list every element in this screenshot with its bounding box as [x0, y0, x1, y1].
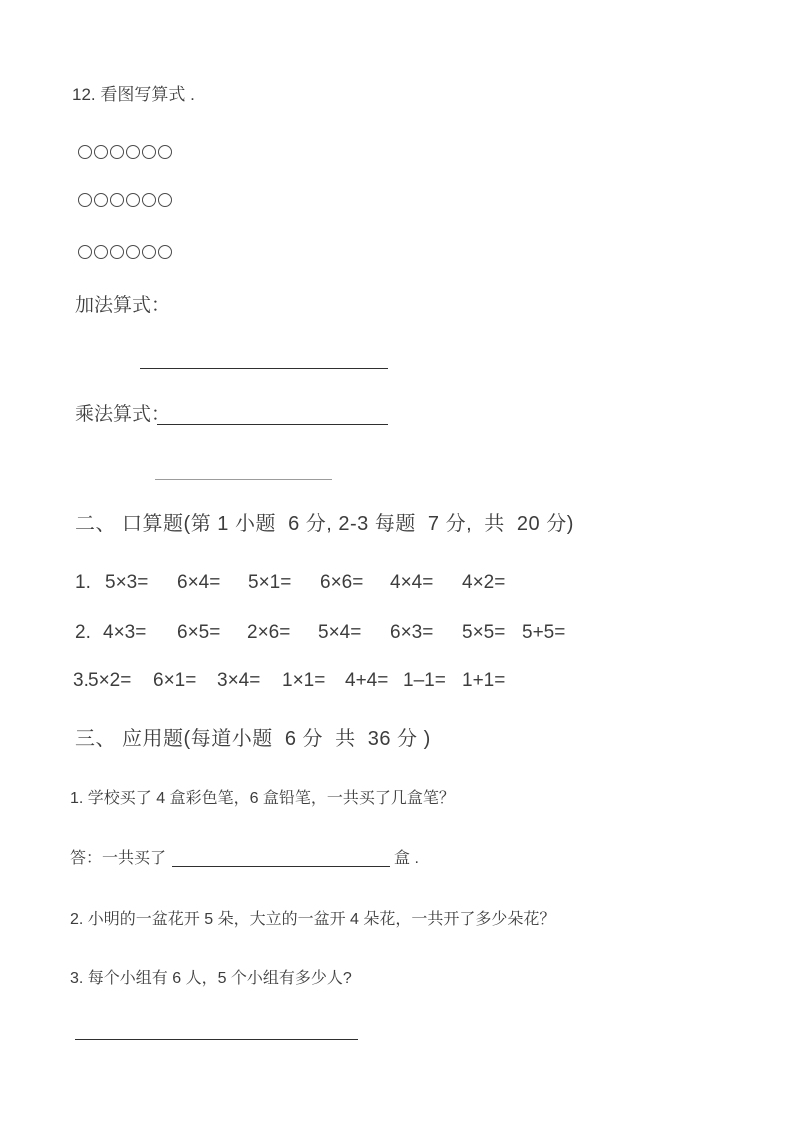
circle-icon [158, 245, 172, 259]
circle-icon [110, 145, 124, 159]
math-problem: 3×4= [217, 670, 261, 691]
work-area-line [75, 1039, 358, 1040]
math-problem: 5×5= [462, 622, 506, 643]
answer-prefix: 答：一共买了 [70, 850, 167, 867]
circle-icon [110, 245, 124, 259]
section-2-heading: 二、 口算题(第 1 小题 6 分, 2-3 每题 7 分, 共 20 分) [75, 513, 574, 535]
math-problem: 5×3= [105, 572, 149, 593]
math-problem: 4×2= [462, 572, 506, 593]
row-number: 2. [75, 622, 91, 643]
circle-row-1 [78, 145, 172, 159]
math-problem: 4×3= [103, 622, 147, 643]
math-problem: 2×6= [247, 622, 291, 643]
addition-answer-line [140, 368, 388, 369]
math-problem: 5×4= [318, 622, 362, 643]
section-3-heading: 三、 应用题(每道小题 6 分 共 36 分 ) [75, 728, 431, 750]
application-question-1: 1. 学校买了 4 盒彩色笔，6 盒铅笔，一共买了几盒笔？ [70, 790, 455, 807]
circle-icon [94, 245, 108, 259]
circle-row-2 [78, 193, 172, 207]
circle-icon [110, 193, 124, 207]
circle-icon [94, 145, 108, 159]
math-problem: 6×6= [320, 572, 364, 593]
application-question-3: 3. 每个小组有 6 人，5 个小组有多少人? [70, 970, 352, 987]
math-problem: 5+5= [522, 622, 566, 643]
circle-icon [142, 245, 156, 259]
math-problem: 4×4= [390, 572, 434, 593]
circle-icon [126, 245, 140, 259]
math-problem: 4+4= [345, 670, 389, 691]
math-problem: 6×1= [153, 670, 197, 691]
answer-blank-line [172, 866, 390, 867]
row-number: 3. [73, 670, 89, 691]
math-problem: 6×5= [177, 622, 221, 643]
math-problem: 5×2= [88, 670, 132, 691]
extra-answer-line [155, 479, 332, 480]
circle-icon [126, 145, 140, 159]
question-12-title: 12. 看图写算式 . [72, 85, 195, 104]
circle-icon [158, 145, 172, 159]
circle-icon [78, 145, 92, 159]
circle-row-3 [78, 245, 172, 259]
circle-icon [142, 145, 156, 159]
math-problem: 6×3= [390, 622, 434, 643]
multiplication-formula-label: 乘法算式： [75, 404, 171, 425]
circle-icon [158, 193, 172, 207]
circle-icon [126, 193, 140, 207]
application-question-2: 2. 小明的一盆花开 5 朵，大立的一盆开 4 朵花，一共开了多少朵花？ [70, 911, 556, 928]
math-problem: 5×1= [248, 572, 292, 593]
multiplication-answer-line [157, 424, 388, 425]
circle-icon [94, 193, 108, 207]
circle-icon [142, 193, 156, 207]
math-problem: 1+1= [462, 670, 506, 691]
row-number: 1. [75, 572, 91, 593]
addition-formula-label: 加法算式： [75, 295, 171, 316]
math-problem: 1–1= [403, 670, 446, 691]
math-problem: 1×1= [282, 670, 326, 691]
answer-suffix: 盒 . [394, 850, 419, 867]
circle-icon [78, 193, 92, 207]
circle-icon [78, 245, 92, 259]
math-problem: 6×4= [177, 572, 221, 593]
